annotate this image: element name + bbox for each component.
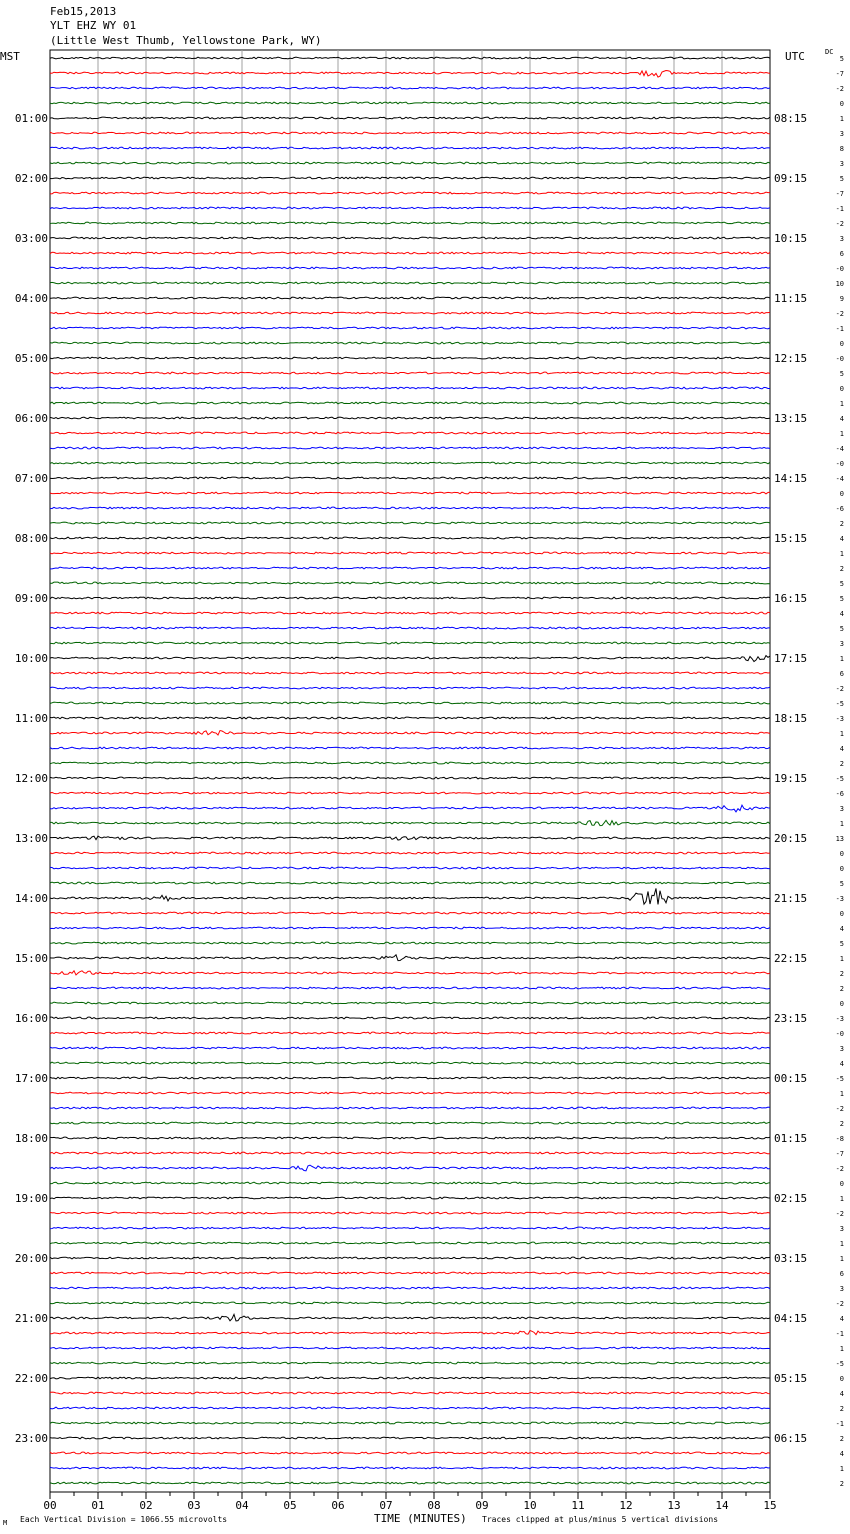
- dc-offset-value: -1: [835, 205, 844, 213]
- dc-offset-value: 2: [839, 970, 844, 978]
- dc-offset-value: -2: [835, 220, 844, 228]
- dc-offset-value: 1: [839, 550, 844, 558]
- utc-hour-label: 20:15: [774, 832, 808, 845]
- dc-offset-value: -6: [835, 790, 844, 798]
- seismic-trace: [50, 1437, 770, 1439]
- seismic-trace: [50, 747, 770, 749]
- mst-hour-label: 23:00: [14, 1432, 48, 1445]
- utc-hour-label: 11:15: [774, 292, 808, 305]
- dc-offset-value: -6: [835, 505, 844, 513]
- seismic-trace: [50, 687, 770, 689]
- seismic-trace: [50, 1482, 770, 1484]
- dc-offset-value: 1: [839, 655, 844, 663]
- seismic-trace: [50, 1407, 770, 1409]
- clip-note: Traces clipped at plus/minus 5 vertical divisions: [482, 1515, 719, 1524]
- dc-offset-value: -1: [835, 1420, 844, 1428]
- dc-offset-value: 4: [839, 1060, 844, 1068]
- mst-hour-label: 06:00: [14, 412, 48, 425]
- seismic-trace: [50, 882, 770, 884]
- dc-offset-value: 2: [839, 520, 844, 528]
- seismic-trace: [50, 432, 770, 434]
- seismic-trace: [50, 372, 770, 374]
- dc-offset-value: 1: [839, 115, 844, 123]
- seismic-trace: [50, 1331, 770, 1335]
- seismic-trace: [50, 1107, 770, 1109]
- seismic-trace: [50, 627, 770, 629]
- dc-offset-value: -1: [835, 1330, 844, 1338]
- seismic-trace: [50, 477, 770, 479]
- dc-offset-value: 8: [839, 145, 844, 153]
- dc-offset-value: 4: [839, 415, 844, 423]
- seismic-trace: [50, 162, 770, 164]
- mst-hour-label: 04:00: [14, 292, 48, 305]
- dc-offset-value: -7: [835, 70, 844, 78]
- seismic-trace: [50, 1257, 770, 1259]
- seismic-trace: [50, 1362, 770, 1364]
- seismic-trace: [50, 1302, 770, 1304]
- seismic-trace: [50, 731, 770, 735]
- dc-offset-value: 5: [839, 580, 844, 588]
- seismic-trace: [50, 1272, 770, 1274]
- dc-offset-value: 1: [839, 1465, 844, 1473]
- seismic-trace: [50, 702, 770, 704]
- mst-hour-label: 18:00: [14, 1132, 48, 1145]
- dc-offset-value: 0: [839, 910, 844, 918]
- dc-offset-value: 10: [835, 280, 844, 288]
- x-tick-label: 03: [187, 1499, 201, 1512]
- seismic-trace: [50, 462, 770, 464]
- seismic-trace: [50, 912, 770, 914]
- dc-offset-value: 0: [839, 1180, 844, 1188]
- dc-offset-value: 4: [839, 925, 844, 933]
- dc-offset-value: 1: [839, 1195, 844, 1203]
- utc-hour-label: 21:15: [774, 892, 808, 905]
- utc-hour-label: 13:15: [774, 412, 808, 425]
- x-tick-label: 14: [715, 1499, 729, 1512]
- station-location: (Little West Thumb, Yellowstone Park, WY): [50, 34, 322, 47]
- seismic-trace: [50, 1422, 770, 1424]
- dc-offset-value: 6: [839, 1270, 844, 1278]
- seismic-trace: [50, 656, 770, 662]
- seismic-trace: [50, 222, 770, 224]
- station-code: YLT EHZ WY 01: [50, 19, 137, 32]
- seismic-trace: [50, 1227, 770, 1229]
- x-tick-label: 13: [667, 1499, 681, 1512]
- seismic-trace: [50, 612, 770, 614]
- dc-offset-value: 1: [839, 820, 844, 828]
- seismic-trace: [50, 1137, 770, 1139]
- corner-mark: M: [3, 1519, 8, 1527]
- seismic-trace: [50, 836, 770, 840]
- seismic-trace: [50, 867, 770, 869]
- seismic-trace: [50, 1165, 770, 1171]
- dc-offset-value: 3: [839, 235, 844, 243]
- dc-offset-value: -2: [835, 685, 844, 693]
- dc-offset-value: -2: [835, 1300, 844, 1308]
- x-tick-label: 09: [475, 1499, 489, 1512]
- dc-offset-value: -5: [835, 700, 844, 708]
- dc-offset-value: 5: [839, 940, 844, 948]
- seismic-trace: [50, 402, 770, 404]
- dc-offset-value: -0: [835, 355, 844, 363]
- x-tick-label: 01: [91, 1499, 105, 1512]
- dc-offset-value: -8: [835, 1135, 844, 1143]
- dc-offset-header: DC: [825, 48, 834, 56]
- seismic-trace: [50, 282, 770, 284]
- seismic-trace: [50, 132, 770, 134]
- dc-offset-value: 5: [839, 55, 844, 63]
- dc-offset-value: 0: [839, 1375, 844, 1383]
- dc-offset-value: -4: [835, 445, 844, 453]
- utc-hour-label: 10:15: [774, 232, 808, 245]
- seismic-trace: [50, 1092, 770, 1094]
- dc-offset-value: -5: [835, 775, 844, 783]
- seismic-trace: [50, 1077, 770, 1079]
- mst-hour-label: 03:00: [14, 232, 48, 245]
- dc-offset-value: 5: [839, 175, 844, 183]
- mst-hour-label: 19:00: [14, 1192, 48, 1205]
- seismic-trace: [50, 1197, 770, 1199]
- dc-offset-value: 1: [839, 1090, 844, 1098]
- seismic-trace: [50, 987, 770, 989]
- mst-hour-label: 11:00: [14, 712, 48, 725]
- dc-offset-value: -5: [835, 1075, 844, 1083]
- mst-hour-label: 20:00: [14, 1252, 48, 1265]
- dc-offset-value: 2: [839, 1435, 844, 1443]
- dc-offset-value: 2: [839, 760, 844, 768]
- dc-offset-value: -3: [835, 895, 844, 903]
- mst-hour-label: 08:00: [14, 532, 48, 545]
- dc-offset-value: -4: [835, 475, 844, 483]
- dc-offset-value: 3: [839, 1285, 844, 1293]
- mst-hour-label: 09:00: [14, 592, 48, 605]
- seismic-trace: [50, 342, 770, 344]
- dc-offset-value: 0: [839, 490, 844, 498]
- utc-hour-label: 22:15: [774, 952, 808, 965]
- dc-offset-value: 2: [839, 565, 844, 573]
- dc-offset-value: 0: [839, 100, 844, 108]
- x-tick-label: 11: [571, 1499, 585, 1512]
- seismic-trace: [50, 522, 770, 524]
- seismic-trace: [50, 1467, 770, 1469]
- dc-offset-value: 1: [839, 1240, 844, 1248]
- utc-hour-label: 08:15: [774, 112, 808, 125]
- seismic-trace: [50, 252, 770, 254]
- seismic-trace: [50, 552, 770, 554]
- mst-hour-label: 21:00: [14, 1312, 48, 1325]
- utc-hour-label: 23:15: [774, 1012, 808, 1025]
- seismic-trace: [50, 1377, 770, 1379]
- dc-offset-value: 3: [839, 805, 844, 813]
- left-timezone-label: MST: [0, 50, 20, 63]
- seismic-trace: [50, 312, 770, 314]
- dc-offset-value: -2: [835, 85, 844, 93]
- utc-hour-label: 12:15: [774, 352, 808, 365]
- mst-hour-label: 15:00: [14, 952, 48, 965]
- seismic-trace: [50, 1032, 770, 1034]
- seismic-trace: [50, 117, 770, 119]
- mst-hour-label: 07:00: [14, 472, 48, 485]
- dc-offset-value: -7: [835, 1150, 844, 1158]
- dc-offset-value: 3: [839, 1225, 844, 1233]
- seismic-trace: [50, 820, 770, 825]
- x-tick-label: 05: [283, 1499, 297, 1512]
- dc-offset-value: 2: [839, 1120, 844, 1128]
- utc-hour-label: 06:15: [774, 1432, 808, 1445]
- seismic-trace: [50, 1212, 770, 1214]
- dc-offset-value: -0: [835, 265, 844, 273]
- dc-offset-value: 9: [839, 295, 844, 303]
- mst-hour-label: 22:00: [14, 1372, 48, 1385]
- seismic-trace: [50, 1182, 770, 1184]
- dc-offset-value: -2: [835, 310, 844, 318]
- utc-hour-label: 00:15: [774, 1072, 808, 1085]
- x-tick-label: 06: [331, 1499, 345, 1512]
- utc-hour-label: 03:15: [774, 1252, 808, 1265]
- utc-hour-label: 02:15: [774, 1192, 808, 1205]
- dc-offset-value: 0: [839, 850, 844, 858]
- dc-offset-value: 13: [835, 835, 844, 843]
- dc-offset-value: 1: [839, 955, 844, 963]
- dc-offset-value: 3: [839, 130, 844, 138]
- seismic-trace: [50, 1152, 770, 1154]
- seismic-trace: [50, 672, 770, 674]
- dc-offset-value: 1: [839, 1255, 844, 1263]
- seismic-trace: [50, 642, 770, 644]
- mst-hour-label: 05:00: [14, 352, 48, 365]
- dc-offset-value: 5: [839, 880, 844, 888]
- seismic-trace: [50, 537, 770, 539]
- dc-offset-value: 3: [839, 160, 844, 168]
- seismic-trace: [50, 1062, 770, 1064]
- seismic-trace: [50, 177, 770, 179]
- utc-hour-label: 01:15: [774, 1132, 808, 1145]
- x-tick-label: 02: [139, 1499, 153, 1512]
- x-tick-label: 12: [619, 1499, 633, 1512]
- seismic-trace: [50, 207, 770, 209]
- seismic-trace: [50, 942, 770, 944]
- utc-hour-label: 05:15: [774, 1372, 808, 1385]
- utc-hour-label: 04:15: [774, 1312, 808, 1325]
- seismic-trace: [50, 852, 770, 854]
- dc-offset-value: 1: [839, 1345, 844, 1353]
- seismic-trace: [50, 147, 770, 149]
- seismic-trace: [50, 1047, 770, 1049]
- dc-offset-value: 4: [839, 610, 844, 618]
- x-tick-label: 15: [763, 1499, 777, 1512]
- mst-hour-label: 10:00: [14, 652, 48, 665]
- seismic-trace: [50, 102, 770, 104]
- x-tick-label: 04: [235, 1499, 249, 1512]
- dc-offset-value: 0: [839, 1000, 844, 1008]
- seismic-trace: [50, 1242, 770, 1244]
- dc-offset-value: -7: [835, 190, 844, 198]
- dc-offset-value: 6: [839, 250, 844, 258]
- dc-offset-value: -5: [835, 1360, 844, 1368]
- dc-offset-value: 4: [839, 1450, 844, 1458]
- mst-hour-label: 01:00: [14, 112, 48, 125]
- seismic-trace: [50, 70, 770, 77]
- dc-offset-value: -2: [835, 1105, 844, 1113]
- scale-note: Each Vertical Division = 1066.55 microvolts: [20, 1515, 228, 1524]
- dc-offset-value: 2: [839, 985, 844, 993]
- dc-offset-value: 4: [839, 535, 844, 543]
- x-tick-label: 10: [523, 1499, 537, 1512]
- right-timezone-label: UTC: [785, 50, 805, 63]
- dc-offset-value: -2: [835, 1165, 844, 1173]
- x-tick-label: 00: [43, 1499, 57, 1512]
- seismic-trace: [50, 297, 770, 299]
- seismic-trace: [50, 805, 770, 812]
- dc-offset-value: 4: [839, 1315, 844, 1323]
- mst-hour-label: 13:00: [14, 832, 48, 845]
- x-tick-label: 07: [379, 1499, 393, 1512]
- utc-hour-label: 16:15: [774, 592, 808, 605]
- seismic-trace: [50, 1452, 770, 1454]
- mst-hour-label: 02:00: [14, 172, 48, 185]
- dc-offset-value: 2: [839, 1405, 844, 1413]
- dc-offset-value: 6: [839, 670, 844, 678]
- utc-hour-label: 14:15: [774, 472, 808, 485]
- dc-offset-value: 5: [839, 625, 844, 633]
- mst-hour-label: 12:00: [14, 772, 48, 785]
- mst-hour-label: 16:00: [14, 1012, 48, 1025]
- seismic-trace: [50, 57, 770, 59]
- dc-offset-value: 1: [839, 430, 844, 438]
- dc-offset-value: 4: [839, 745, 844, 753]
- seismic-trace: [50, 597, 770, 599]
- dc-offset-value: -0: [835, 460, 844, 468]
- seismic-trace: [50, 777, 770, 779]
- x-axis-label: TIME (MINUTES): [374, 1512, 467, 1525]
- seismic-trace: [50, 1017, 770, 1019]
- seismic-trace: [50, 237, 770, 239]
- seismic-trace: [50, 1002, 770, 1004]
- dc-offset-value: -2: [835, 1210, 844, 1218]
- dc-offset-value: 1: [839, 730, 844, 738]
- seismic-trace: [50, 417, 770, 419]
- dc-offset-value: 4: [839, 1390, 844, 1398]
- dc-offset-value: 3: [839, 1045, 844, 1053]
- seismic-trace: [50, 971, 770, 975]
- dc-offset-value: -3: [835, 1015, 844, 1023]
- seismic-trace: [50, 927, 770, 929]
- dc-offset-value: -1: [835, 325, 844, 333]
- dc-offset-value: 0: [839, 340, 844, 348]
- dc-offset-value: 2: [839, 1480, 844, 1488]
- seismic-trace: [50, 1122, 770, 1124]
- plot-frame: [50, 50, 770, 1492]
- seismic-trace: [50, 762, 770, 764]
- seismic-trace: [50, 267, 770, 269]
- dc-offset-value: -3: [835, 715, 844, 723]
- dc-offset-value: 0: [839, 865, 844, 873]
- utc-hour-label: 09:15: [774, 172, 808, 185]
- seismic-trace: [50, 387, 770, 389]
- dc-offset-value: 0: [839, 385, 844, 393]
- dc-offset-value: 5: [839, 370, 844, 378]
- seismic-trace: [50, 1314, 770, 1321]
- dc-offset-value: 3: [839, 640, 844, 648]
- seismic-trace: [50, 1287, 770, 1289]
- seismic-trace: [50, 492, 770, 494]
- seismic-trace: [50, 1392, 770, 1394]
- seismic-trace: [50, 955, 770, 961]
- seismic-trace: [50, 582, 770, 584]
- seismic-trace: [50, 192, 770, 194]
- utc-hour-label: 17:15: [774, 652, 808, 665]
- mst-hour-label: 17:00: [14, 1072, 48, 1085]
- seismic-trace: [50, 87, 770, 89]
- plot-date: Feb15,2013: [50, 5, 117, 18]
- seismic-trace: [50, 357, 770, 359]
- dc-offset-value: 5: [839, 595, 844, 603]
- utc-hour-label: 19:15: [774, 772, 808, 785]
- seismic-trace: [50, 888, 770, 904]
- dc-offset-value: -0: [835, 1030, 844, 1038]
- seismic-trace: [50, 327, 770, 329]
- mst-hour-label: 14:00: [14, 892, 48, 905]
- dc-offset-value: 1: [839, 400, 844, 408]
- seismic-trace: [50, 507, 770, 509]
- utc-hour-label: 18:15: [774, 712, 808, 725]
- seismic-trace: [50, 1347, 770, 1349]
- utc-hour-label: 15:15: [774, 532, 808, 545]
- seismic-trace: [50, 567, 770, 569]
- seismic-trace: [50, 447, 770, 449]
- seismic-trace: [50, 792, 770, 794]
- seismic-trace: [50, 717, 770, 719]
- x-tick-label: 08: [427, 1499, 441, 1512]
